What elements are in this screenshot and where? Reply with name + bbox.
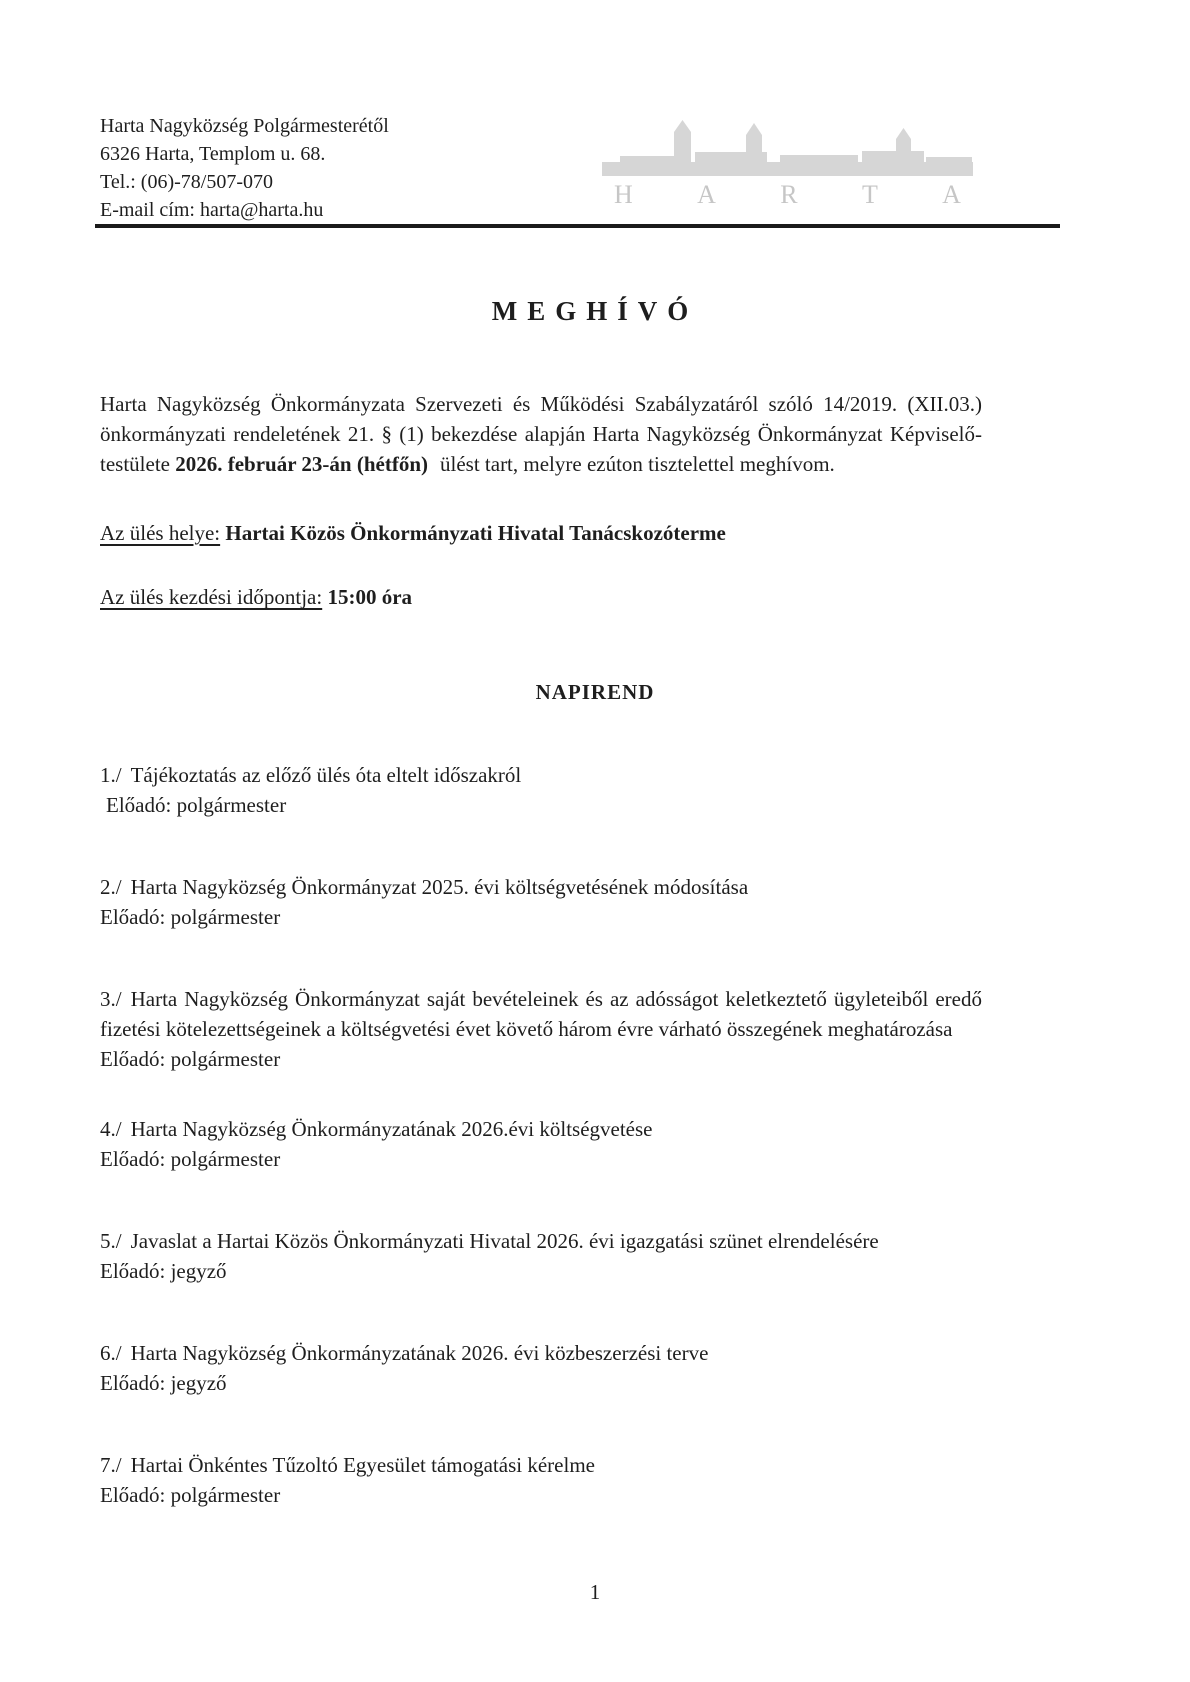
agenda-list <box>100 760 982 1562</box>
agenda-item-text <box>100 1226 982 1256</box>
agenda-item-title: Harta Nagyközség Önkormányzat saját bevételeinek és az adósságot keletkeztető ügyleteiből eredő fizetési kötelezettségeinek a költségvetési évet követő három évre várható összegének meghatározása <box>100 987 982 1041</box>
meeting-time-value: 15:00 óra <box>327 585 413 609</box>
agenda-item-number: 4./ <box>100 1117 122 1141</box>
agenda-item-presenter: Előadó: polgármester <box>106 793 287 817</box>
logo-letter: R <box>780 180 798 209</box>
agenda-item-presenter: Előadó: jegyző <box>100 1371 227 1395</box>
agenda-item-text <box>100 1114 982 1144</box>
agenda-item-text <box>100 1450 982 1480</box>
logo-letter: T <box>861 180 878 209</box>
sender-name-line: Harta Nagyközség Polgármesterétől <box>100 115 389 137</box>
agenda-heading: NAPIREND <box>535 680 655 704</box>
logo-letter: A <box>697 180 716 209</box>
agenda-item <box>100 1450 982 1510</box>
agenda-item-presenter: Előadó: polgármester <box>100 905 281 929</box>
page-number: 1 <box>589 1580 601 1604</box>
meeting-place-value: Hartai Közös Önkormányzati Hivatal Tanácskozóterme <box>225 521 726 545</box>
agenda-item-text <box>100 872 982 902</box>
meeting-time-line <box>100 585 412 610</box>
agenda-item-title: Harta Nagyközség Önkormányzat 2025. évi költségvetésének módosítása <box>130 875 749 899</box>
agenda-item-title: Tájékoztatás az előző ülés óta eltelt időszakról <box>130 763 522 787</box>
header-divider <box>95 224 1060 228</box>
agenda-item-number: 6./ <box>100 1341 122 1365</box>
meeting-place-label: Az ülés helye: <box>100 521 221 545</box>
agenda-item-presenter: Előadó: polgármester <box>100 1483 281 1507</box>
agenda-item-text <box>100 1338 982 1368</box>
agenda-item-presenter: Előadó: polgármester <box>100 1047 281 1071</box>
agenda-item <box>100 1114 982 1174</box>
sender-phone-line: Tel.: (06)-78/507-070 <box>100 171 274 193</box>
intro-text-before: Harta Nagyközség Önkormányzata Szervezeti és Működési Szabályzatáról szóló 14/2019. (XII.03.) önkormányzati rendeletének 21. § (1) bekezdése alapján Harta Nagyközség Önkormányzat Képviselő-testülete <box>100 392 982 476</box>
agenda-item-presenter: Előadó: jegyző <box>100 1259 227 1283</box>
sender-address-block <box>100 112 389 224</box>
agenda-item <box>100 1338 982 1398</box>
agenda-item-number: 1./ <box>100 763 122 787</box>
agenda-item-title: Javaslat a Hartai Közös Önkormányzati Hivatal 2026. évi igazgatási szünet elrendelésére <box>130 1229 879 1253</box>
harta-logo <box>600 118 975 218</box>
intro-text-after: ülést tart, melyre ezúton tisztelettel meghívom. <box>440 452 835 476</box>
agenda-item-number: 2./ <box>100 875 122 899</box>
agenda-item-title: Harta Nagyközség Önkormányzatának 2026.évi költségvetése <box>130 1117 653 1141</box>
agenda-item <box>100 872 982 932</box>
village-skyline-icon <box>600 118 975 186</box>
meeting-date-text: 2026. február 23-án (hétfőn) <box>175 452 428 476</box>
logo-letter: A <box>942 180 961 209</box>
document-title: MEGHÍVÓ <box>491 296 699 326</box>
agenda-item-number: 5./ <box>100 1229 122 1253</box>
agenda-item <box>100 984 982 1074</box>
sender-email-line: E-mail cím: harta@harta.hu <box>100 199 324 221</box>
agenda-item-number: 3./ <box>100 987 122 1011</box>
agenda-item-title: Hartai Önkéntes Tűzoltó Egyesület támogatási kérelme <box>130 1453 595 1477</box>
agenda-item-presenter: Előadó: polgármester <box>100 1147 281 1171</box>
intro-paragraph <box>100 389 982 479</box>
meeting-place-line <box>100 521 726 546</box>
meeting-time-label: Az ülés kezdési időpontja: <box>100 585 323 609</box>
agenda-item-title: Harta Nagyközség Önkormányzatának 2026. évi közbeszerzési terve <box>130 1341 709 1365</box>
logo-letter: H <box>614 180 633 209</box>
agenda-item-number: 7./ <box>100 1453 122 1477</box>
sender-street-line: 6326 Harta, Templom u. 68. <box>100 143 326 165</box>
agenda-item-text <box>100 984 982 1044</box>
agenda-item <box>100 1226 982 1286</box>
logo-letters <box>600 180 975 210</box>
agenda-item-text <box>100 760 982 790</box>
agenda-item <box>100 760 982 820</box>
